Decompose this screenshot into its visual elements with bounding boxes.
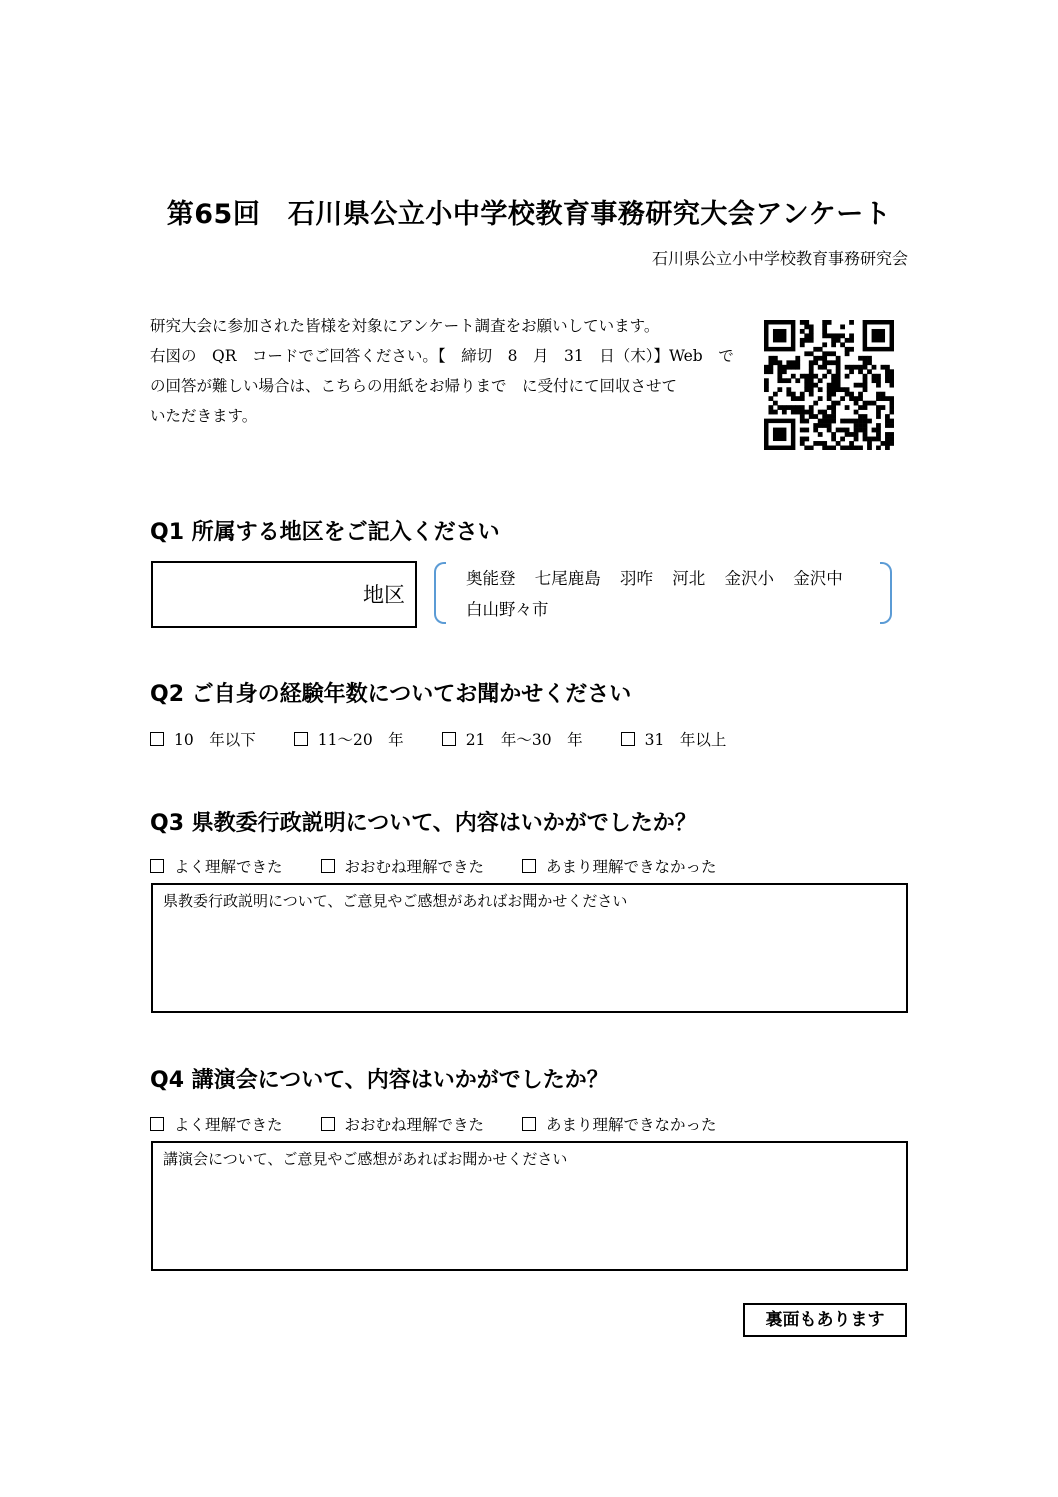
- district-input-box[interactable]: [151, 561, 417, 628]
- district-option: 羽咋: [620, 569, 653, 588]
- q4-option[interactable]: [150, 1113, 283, 1135]
- checkbox-icon[interactable]: [150, 1117, 164, 1131]
- q2-option-label: 21 年～30 年: [465, 731, 583, 749]
- intro-line: の回答が難しい場合は、こちらの用紙をお帰りまで に受付にて回収させて: [150, 377, 678, 395]
- district-option: 河北: [672, 569, 706, 588]
- q3-option[interactable]: [150, 855, 283, 877]
- district-box-label: 地区: [363, 583, 405, 607]
- q3-option-label: おおむね理解できた: [344, 858, 485, 876]
- checkbox-icon[interactable]: [522, 1117, 536, 1131]
- q4-option-label: おおむね理解できた: [344, 1116, 485, 1134]
- q1-heading: Q1 所属する地区をご記入ください: [150, 520, 500, 545]
- q2-option[interactable]: [621, 728, 727, 750]
- checkbox-icon[interactable]: [442, 732, 456, 746]
- q2-option[interactable]: [150, 728, 256, 750]
- district-row: [466, 594, 876, 625]
- q3-option[interactable]: [321, 855, 485, 877]
- district-options: [466, 563, 876, 625]
- q2-heading: Q2 ご自身の経験年数についてお聞かせください: [150, 682, 632, 707]
- checkbox-icon[interactable]: [150, 859, 164, 873]
- q2-option[interactable]: [442, 728, 583, 750]
- back-page-note: 裏面もあります: [743, 1303, 907, 1337]
- q3-heading: Q3 県教委行政説明について、内容はいかがでしたか？: [150, 811, 697, 836]
- intro-text: [150, 311, 740, 431]
- checkbox-icon[interactable]: [321, 859, 335, 873]
- q4-option[interactable]: [522, 1113, 717, 1135]
- q2-option-label: 11～20 年: [317, 731, 404, 749]
- checkbox-icon[interactable]: [621, 732, 635, 746]
- q3-option-label: よく理解できた: [174, 858, 283, 876]
- organization-name: 石川県公立小中学校教育事務研究会: [651, 249, 908, 268]
- checkbox-icon[interactable]: [321, 1117, 335, 1131]
- district-option: 金沢小: [724, 569, 774, 588]
- checkbox-icon[interactable]: [522, 859, 536, 873]
- district-option: 金沢中: [793, 569, 843, 588]
- q2-options: [150, 728, 726, 750]
- q2-option[interactable]: [294, 728, 404, 750]
- right-bracket: [880, 562, 892, 624]
- district-option: 七尾鹿島: [534, 569, 601, 588]
- q2-option-label: 10 年以下: [174, 731, 256, 749]
- q3-option-label: あまり理解できなかった: [546, 858, 717, 876]
- qr-code-icon[interactable]: [764, 320, 894, 450]
- district-option: 奥能登: [466, 569, 516, 588]
- district-row: [466, 563, 876, 594]
- q4-option[interactable]: [321, 1113, 485, 1135]
- q3-options: [150, 855, 717, 877]
- q4-heading: Q4 講演会について、内容はいかがでしたか？: [150, 1068, 609, 1093]
- q4-comment-box[interactable]: [151, 1141, 908, 1271]
- q4-options: [150, 1113, 717, 1135]
- q4-option-label: あまり理解できなかった: [546, 1116, 717, 1134]
- left-bracket: [434, 562, 446, 624]
- q4-comment-prompt: 講演会について、ご意見やご感想があればお聞かせください: [163, 1150, 568, 1168]
- qr-code-graphic: [764, 320, 894, 450]
- intro-line: 研究大会に参加された皆様を対象にアンケート調査をお願いしています。: [150, 317, 660, 335]
- page-title: 第65回 石川県公立小中学校教育事務研究大会アンケート: [166, 199, 892, 230]
- q3-option[interactable]: [522, 855, 717, 877]
- q2-option-label: 31 年以上: [644, 731, 727, 749]
- q3-comment-box[interactable]: [151, 883, 908, 1013]
- q3-comment-prompt: 県教委行政説明について、ご意見やご感想があればお聞かせください: [163, 892, 628, 910]
- checkbox-icon[interactable]: [294, 732, 308, 746]
- intro-line: いただきます。: [150, 407, 258, 425]
- q4-option-label: よく理解できた: [174, 1116, 283, 1134]
- district-option: 白山野々市: [466, 600, 549, 619]
- intro-line: 右図の QR コードでご回答ください。【 締切 8 月 31 日（木）】Web で: [150, 347, 734, 365]
- checkbox-icon[interactable]: [150, 732, 164, 746]
